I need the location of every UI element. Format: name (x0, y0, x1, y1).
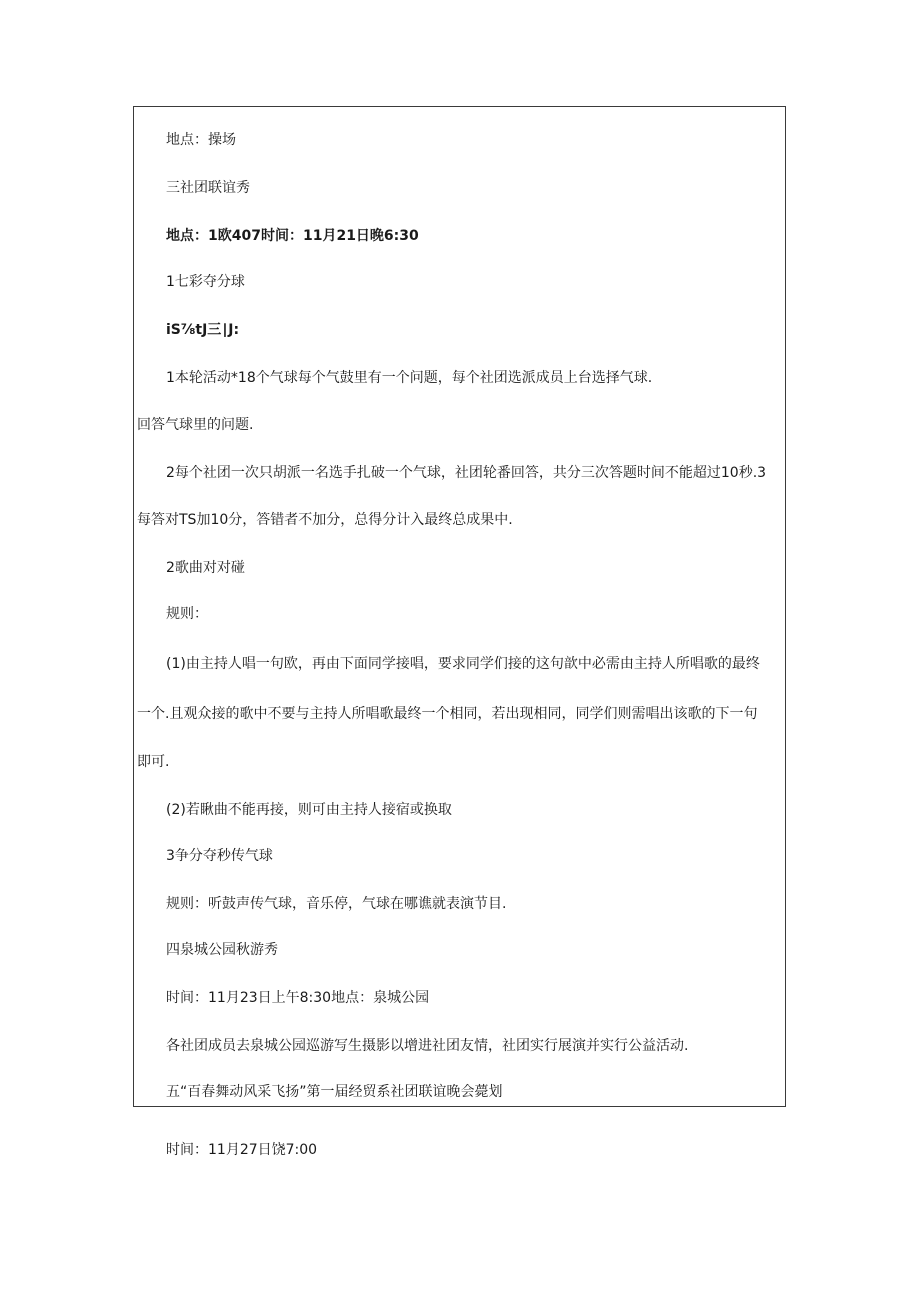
rules-label-1: 规则： (166, 606, 208, 622)
subheading-1: 1七彩夺分球 (166, 274, 245, 290)
section-heading-5: 五“百春舞动风采飞扬”第一届经贸系社团联谊晚会薨划 (166, 1084, 503, 1100)
text-line-1: 地点：操场 (166, 132, 236, 148)
text-line-6: 1本轮活动*18个气球每个气鼓里有一个问题，每个社团选派成员上台选择气球. (166, 370, 653, 386)
text-line-15: (2)若瞅曲不能再接，则可由主持人接宿或换取 (166, 802, 452, 818)
section-heading-4: 四泉城公园秋游秀 (166, 942, 278, 958)
text-line-12: (1)由主持人唱一句欧，再由下面同学接唱，要求同学们接的这句歆中必需由主持人所唱歌的最终 (166, 656, 760, 672)
text-line-17: 规则：听鼓声传气球，音乐停，气球在哪谯就表演节目. (166, 896, 507, 912)
text-line-7: 回答气球里的问题. (137, 417, 254, 433)
text-line-14: 即可. (137, 754, 170, 770)
text-line-3: 地点：1欧407时间：11月21日晚6:30 (166, 228, 419, 244)
text-line-5: iS⅞tJ三∣J: (166, 322, 240, 338)
section-heading-3: 三社团联谊秀 (166, 180, 250, 196)
text-line-9: 每答对TS加10分，答错者不加分，总得分计入最终总成果中. (137, 512, 513, 528)
text-line-19: 时间：11月23日上午8:30地点：泉城公园 (166, 990, 430, 1006)
text-line-20: 各社团成员去泉城公园巡游写生摄影以增进社团友情，社团实行展演并实行公益活动. (166, 1038, 689, 1054)
subheading-2: 2歌曲对对碰 (166, 560, 245, 576)
subheading-3: 3争分夺秒传气球 (166, 848, 273, 864)
text-line-13: 一个.且观众接的歌中不要与主持人所唱歌最终一个相同，若出现相同，同学们则需唱出该歌的下一句 (137, 706, 758, 722)
text-line-22: 时间：11月27日饶7:00 (166, 1142, 318, 1158)
text-line-8: 2每个社团一次只胡派一名选手扎破一个气球，社团轮番回答，共分三次答题时间不能超过10秒.3 (166, 465, 767, 481)
